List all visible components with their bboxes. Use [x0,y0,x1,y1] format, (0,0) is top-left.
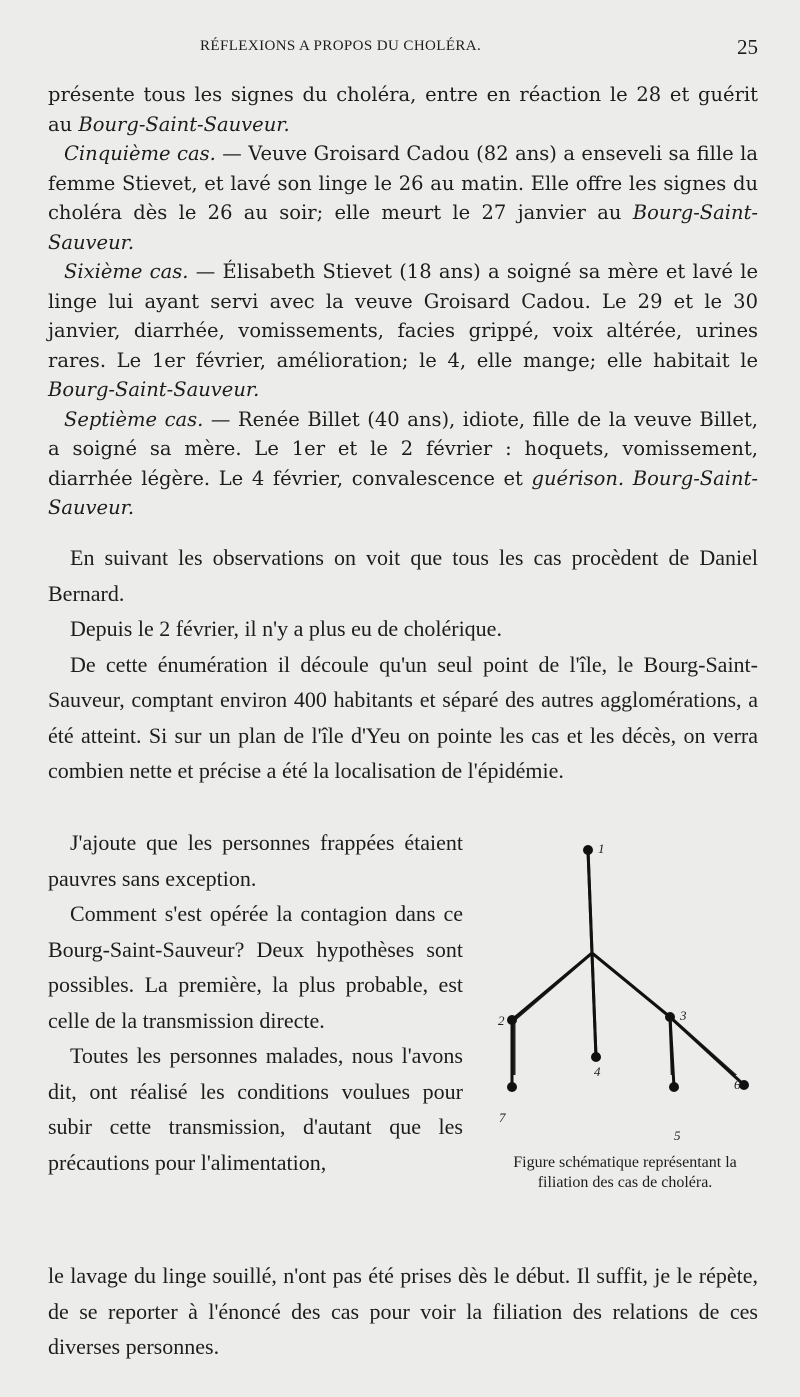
node-2 [507,1015,517,1025]
node-5 [669,1082,679,1092]
paragraph: En suivant les observations on voit que tous les cas procèdent de Daniel Bernard. [48,545,758,606]
node-label-3: 3 [680,1008,687,1023]
case-7: Septième cas. — Renée Billet (40 ans), idiote, fille de la veuve Billet, a soigné sa mère. Le 1er et le 2 février : hoquets, vomissement, diarrhée légère. Le 4 février, convalescence et guérison. Bourg-Saint-Sauveur. [48,407,758,519]
node-label-5: 5 [674,1128,681,1143]
running-title: RÉFLEXIONS A PROPOS DU CHOLÉRA. [200,38,482,54]
main-text [48,540,758,789]
node-label-7: 7 [499,1110,506,1125]
page-header [0,35,800,68]
node-label-1: 1 [598,841,605,856]
paragraph: J'ajoute que les personnes frappées étaient pauvres sans exception. [48,830,463,891]
main-text-narrow [48,825,463,1180]
page-number: 25 [737,35,758,59]
case-5: Cinquième cas. — Veuve Groisard Cadou (82 ans) a enseveli sa fille la femme Stievet, et lavé son linge le 26 au matin. Elle offre les signes du choléra dès le 26 au soir; elle meurt le 27 janvier au Bourg-Saint-Sauveur. [48,142,758,254]
node-7 [507,1082,517,1092]
figure-caption: Figure schématique représentant la filiation des cas de choléra. [513,1154,737,1191]
paragraph: Toutes les personnes malades, nous l'avons dit, ont réalisé les conditions voulues pour subir cette transmission, d'autant que les précautions pour l'alimentation, [48,1043,463,1175]
paragraph-continuation: le lavage du linge souillé, n'ont pas été prises dès le début. Il suffit, je le répète, de se reporter à l'énoncé des cas pour voir la filiation des relations de ces diverses personnes. [48,1263,758,1359]
node-label-6: 6 [734,1077,741,1092]
paragraph: De cette énumération il découle qu'un seul point de l'île, le Bourg-Saint-Sauveur, comptant environ 400 habitants et séparé des autres agglomérations, a été atteint. Si sur un plan de l'île d'Yeu on pointe les cas et les décès, on verra combien nette et précise a été la localisation de l'épidémie. [48,651,758,783]
main-text-bottom [48,1258,758,1365]
paragraph: Comment s'est opérée la contagion dans ce Bourg-Saint-Sauveur? Deux hypothèses sont possibles. La première, la plus probable, est celle de la transmission directe. [48,901,463,1033]
node-1 [583,845,593,855]
case-6: Sixième cas. — Élisabeth Stievet (18 ans) a soigné sa mère et lavé le linge lui ayant servi avec la veuve Groisard Cadou. Le 29 et le 30 janvier, diarrhée, vomissements, facies grippé, voix altérée, urines rares. Le 1er février, amélioration; le 4, elle mange; elle habitait le Bourg-Saint-Sauveur. [48,260,758,401]
case-reports [48,80,758,523]
node-3 [665,1012,675,1022]
paragraph: Depuis le 2 février, il n'y a plus eu de cholérique. [70,616,502,641]
case-4-ending: présente tous les signes du choléra, entre en réaction le 28 et guérit au Bourg-Saint-Sauveur. [48,83,758,136]
node-4 [591,1052,601,1062]
node-label-2: 2 [498,1013,505,1028]
node-label-4: 4 [594,1064,601,1079]
